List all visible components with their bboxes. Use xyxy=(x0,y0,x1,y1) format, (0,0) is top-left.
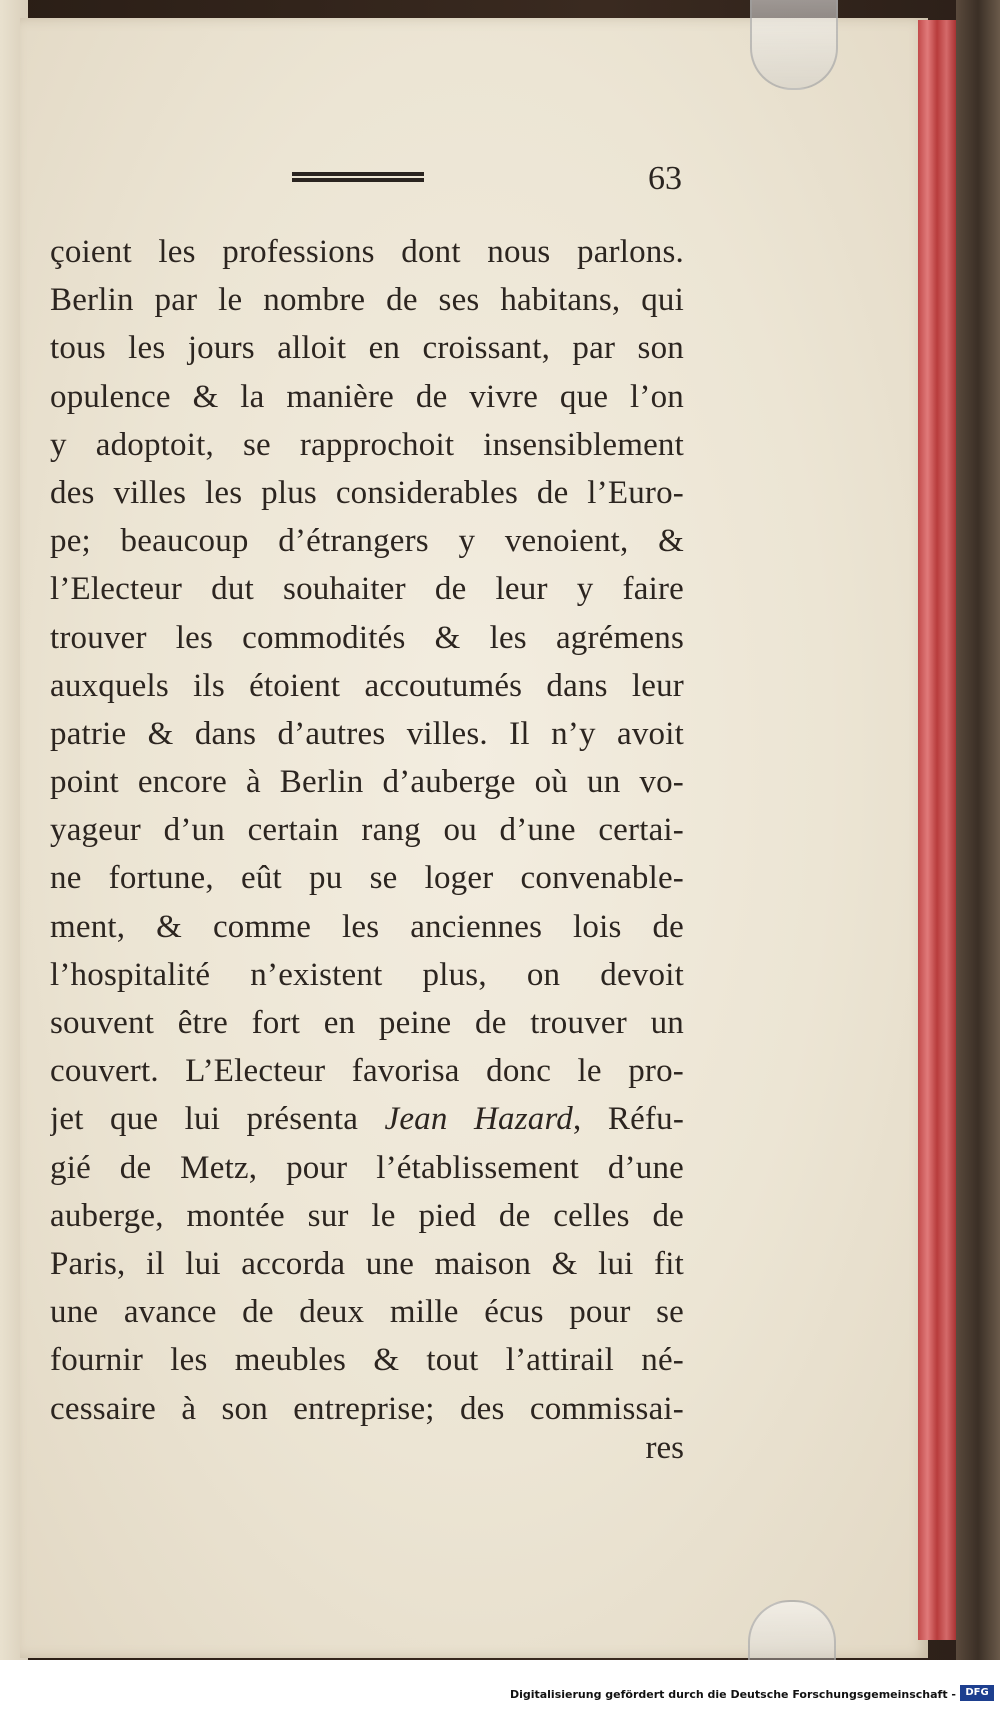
footer-bar xyxy=(0,1660,1000,1709)
text-line: souvent être fort en peine de trouver un xyxy=(50,1005,684,1041)
text-line: gié de Metz, pour l’établissement d’une xyxy=(50,1149,684,1186)
body-text xyxy=(50,228,684,1433)
header-rule xyxy=(292,172,424,182)
footer-credit: Digitalisierung gefördert durch die Deutsche Forschungsgemeinschaft - xyxy=(509,1688,956,1701)
text-line: une avance de deux mille écus pour se xyxy=(50,1294,684,1331)
text-line: patrie & dans d’autres villes. Il n’y avoit xyxy=(50,715,684,752)
text-line: Paris, il lui accorda une maison & lui fit xyxy=(50,1245,684,1282)
text-line: Berlin par le nombre de ses habitans, qui xyxy=(50,282,684,319)
text-line: cessaire à son entreprise; des commissai- xyxy=(50,1390,684,1427)
text-segment: , Réfu- xyxy=(573,1101,684,1138)
text-line: point encore à Berlin d’auberge où un vo- xyxy=(50,764,684,801)
text-line: y adoptoit, se rapprochoit insensiblement xyxy=(50,426,684,463)
text-line: ment, & comme les anciennes lois de xyxy=(50,908,684,945)
text-line: l’hospitalité n’existent plus, on devoit xyxy=(50,956,684,993)
book-cover xyxy=(956,0,1000,1660)
text-line: l’Electeur dut souhaiter de leur y faire xyxy=(50,571,684,608)
text-line: tous les jours alloit en croissant, par son xyxy=(50,330,684,367)
text-line: pe; beaucoup d’étrangers y venoient, & xyxy=(50,523,684,560)
text-line: trouver les commodités & les agrémens xyxy=(50,619,684,656)
text-line-with-italic-name xyxy=(50,1095,684,1143)
text-line: des villes les plus considerables de l’Euro- xyxy=(50,474,684,511)
page-clip-top xyxy=(750,0,838,90)
italic-name: Jean Hazard xyxy=(384,1101,573,1138)
catchword: res xyxy=(645,1430,684,1466)
text-line: fournir les meubles & tout l’attirail né- xyxy=(50,1342,684,1379)
text-line: auberge, montée sur le pied de celles de xyxy=(50,1197,684,1234)
dfg-logo: DFG xyxy=(960,1685,994,1701)
text-line: ne fortune, eût pu se loger convenable- xyxy=(50,860,684,897)
text-line: opulence & la manière de vivre que l’on xyxy=(50,378,684,415)
page-number: 63 xyxy=(648,160,682,197)
text-line: çoient les professions dont nous parlons. xyxy=(50,234,684,270)
text-line: couvert. L’Electeur favorisa donc le pro- xyxy=(50,1053,684,1090)
text-segment: jet que lui présenta xyxy=(50,1101,385,1138)
text-line: yageur d’un certain rang ou d’une certai- xyxy=(50,812,684,849)
red-page-edges xyxy=(918,20,956,1640)
text-line: auxquels ils étoient accoutumés dans leur xyxy=(50,667,684,704)
